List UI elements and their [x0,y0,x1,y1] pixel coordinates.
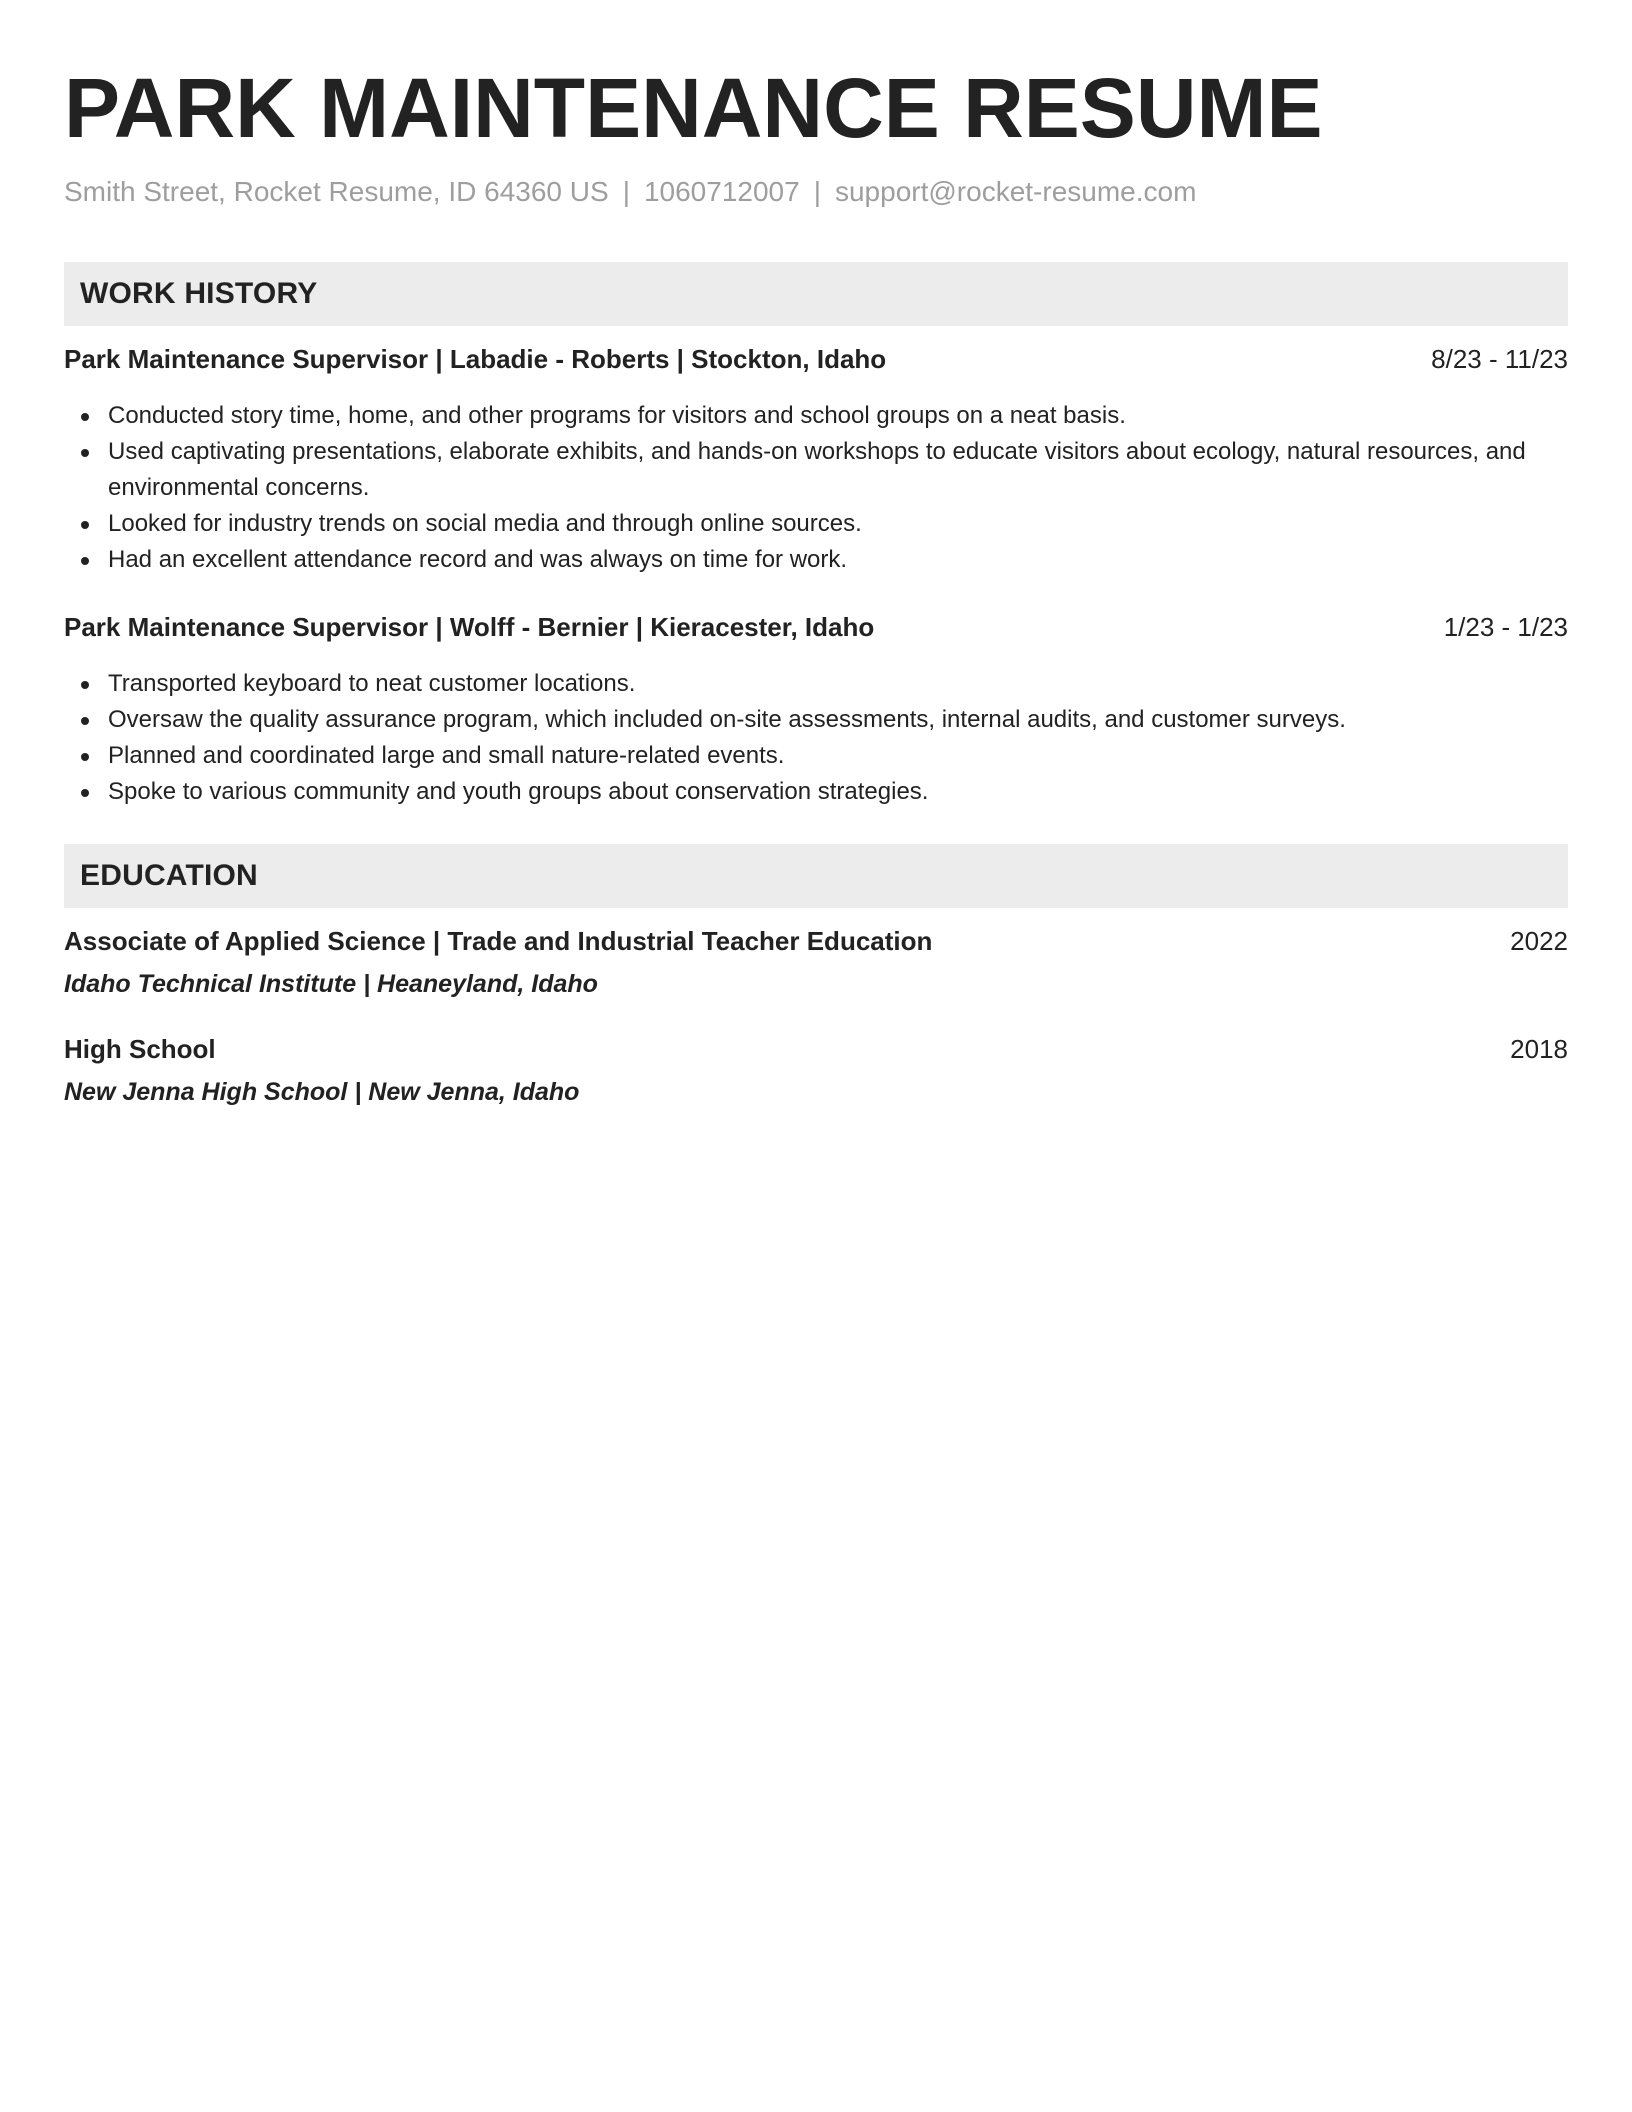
job-heading-row [64,344,1568,384]
job-bullets [64,666,1568,810]
education-heading-row [64,1034,1568,1074]
education-entry [64,926,1568,1002]
education-heading-row [64,926,1568,966]
education-degree: Associate of Applied Science | Trade and Industrial Teacher Education [64,926,933,956]
education-school: Idaho Technical Institute | Heaneyland, Idaho [64,970,598,998]
education-degree: High School [64,1034,216,1064]
job-title: Park Maintenance Supervisor | Labadie - Roberts | Stockton, Idaho [64,344,887,374]
list-item: Used captivating presentations, elaborate exhibits, and hands-on workshops to educate visitors about ecology, natural resources, and environmental concerns. [108,434,1568,506]
job-dates: 1/23 - 1/23 [1443,612,1568,642]
work-history-header [64,262,1568,326]
job-bullets [64,398,1568,578]
list-item: Spoke to various community and youth groups about conservation strategies. [108,774,1568,810]
contact-separator: | [813,176,821,207]
list-item: Had an excellent attendance record and was always on time for work. [108,542,1568,578]
education-entry [64,1034,1568,1110]
list-item: Looked for industry trends on social media and through online sources. [108,506,1568,542]
list-item: Transported keyboard to neat customer locations. [108,666,1568,702]
list-item: Planned and coordinated large and small nature-related events. [108,738,1568,774]
contact-email: support@rocket-resume.com [834,176,1197,207]
education-header [64,844,1568,908]
contact-separator: | [622,176,630,207]
contact-line [64,172,1568,212]
contact-address: Smith Street, Rocket Resume, ID 64360 US [64,176,609,207]
page-title: PARK MAINTENANCE RESUME [64,61,1323,155]
section-title: EDUCATION [80,859,258,892]
education-school: New Jenna High School | New Jenna, Idaho [64,1078,580,1106]
list-item: Oversaw the quality assurance program, which included on-site assessments, internal audits, and customer surveys. [108,702,1568,738]
education-year: 2018 [1510,1034,1568,1064]
job-entry [64,344,1568,578]
education-year: 2022 [1510,926,1568,956]
list-item: Conducted story time, home, and other programs for visitors and school groups on a neat basis. [108,398,1568,434]
job-dates: 8/23 - 11/23 [1431,344,1568,374]
section-title: WORK HISTORY [80,277,318,310]
contact-phone: 1060712007 [643,176,800,207]
job-heading-row [64,612,1568,652]
job-title: Park Maintenance Supervisor | Wolff - Bernier | Kieracester, Idaho [64,612,875,642]
job-entry [64,612,1568,810]
